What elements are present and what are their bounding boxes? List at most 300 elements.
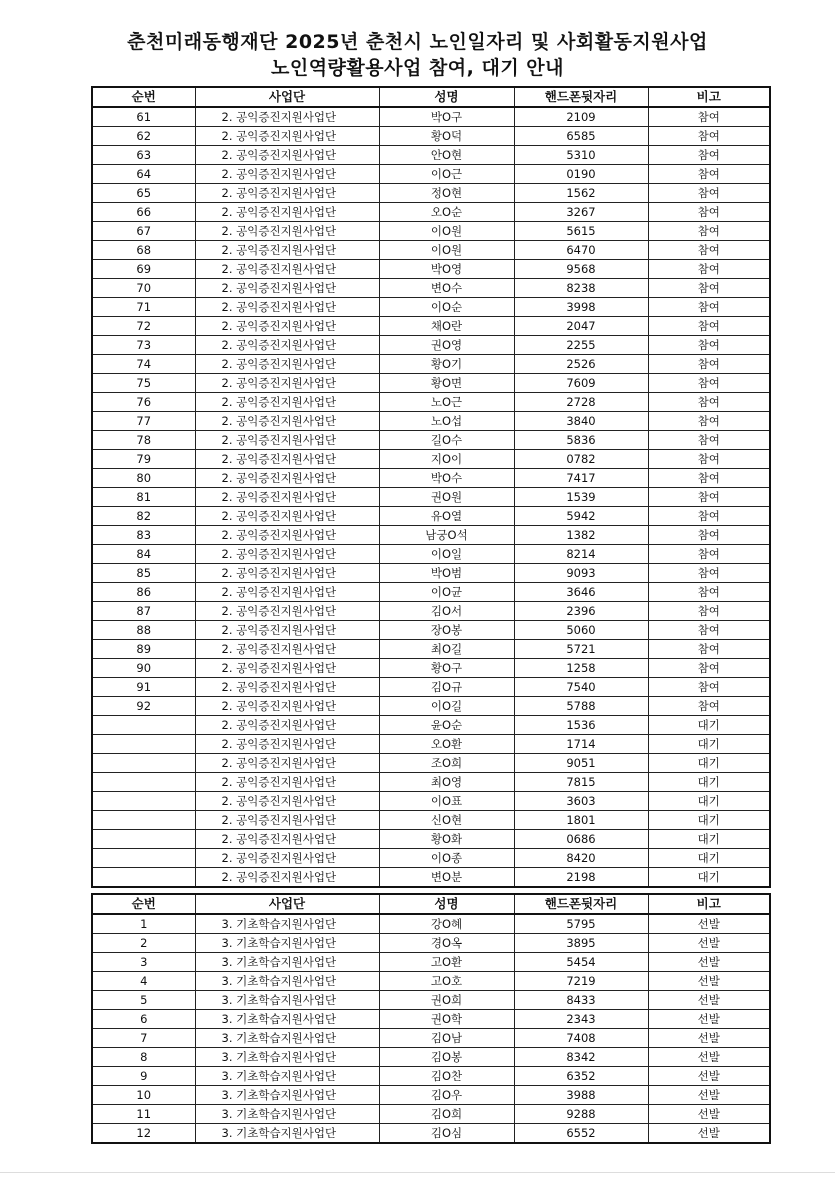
cell-business: 2. 공익증진지원사업단 xyxy=(195,602,379,621)
cell-business: 2. 공익증진지원사업단 xyxy=(195,564,379,583)
cell-name: 권O원 xyxy=(379,488,514,507)
cell-number xyxy=(92,830,195,849)
cell-business: 2. 공익증진지원사업단 xyxy=(195,317,379,336)
cell-note: 참여 xyxy=(648,317,770,336)
cell-number: 74 xyxy=(92,355,195,374)
cell-note: 참여 xyxy=(648,431,770,450)
table-row xyxy=(92,507,770,526)
cell-business: 2. 공익증진지원사업단 xyxy=(195,222,379,241)
cell-note: 선발 xyxy=(648,972,770,991)
table-row xyxy=(92,127,770,146)
cell-business: 2. 공익증진지원사업단 xyxy=(195,526,379,545)
cell-business: 2. 공익증진지원사업단 xyxy=(195,868,379,888)
cell-note: 선발 xyxy=(648,1105,770,1124)
cell-business: 2. 공익증진지원사업단 xyxy=(195,336,379,355)
cell-phone-last-digits: 0190 xyxy=(514,165,648,184)
cell-phone-last-digits: 5310 xyxy=(514,146,648,165)
cell-phone-last-digits: 5454 xyxy=(514,953,648,972)
cell-business: 2. 공익증진지원사업단 xyxy=(195,716,379,735)
cell-phone-last-digits: 2396 xyxy=(514,602,648,621)
cell-phone-last-digits: 6552 xyxy=(514,1124,648,1144)
cell-business: 2. 공익증진지원사업단 xyxy=(195,830,379,849)
cell-number: 66 xyxy=(92,203,195,222)
cell-phone-last-digits: 9093 xyxy=(514,564,648,583)
header-name: 성명 xyxy=(379,894,514,914)
cell-business: 3. 기초학습지원사업단 xyxy=(195,934,379,953)
cell-phone-last-digits: 3988 xyxy=(514,1086,648,1105)
cell-business: 2. 공익증진지원사업단 xyxy=(195,450,379,469)
table-row xyxy=(92,374,770,393)
table-row xyxy=(92,355,770,374)
cell-note: 참여 xyxy=(648,184,770,203)
cell-note: 참여 xyxy=(648,393,770,412)
cell-note: 참여 xyxy=(648,659,770,678)
cell-note: 참여 xyxy=(648,374,770,393)
cell-business: 2. 공익증진지원사업단 xyxy=(195,488,379,507)
cell-note: 선발 xyxy=(648,953,770,972)
table-row xyxy=(92,583,770,602)
cell-phone-last-digits: 3646 xyxy=(514,583,648,602)
table-row xyxy=(92,953,770,972)
cell-phone-last-digits: 9051 xyxy=(514,754,648,773)
cell-phone-last-digits: 8420 xyxy=(514,849,648,868)
cell-number xyxy=(92,792,195,811)
table-row xyxy=(92,564,770,583)
cell-number xyxy=(92,811,195,830)
cell-note: 참여 xyxy=(648,260,770,279)
cell-name: 고O호 xyxy=(379,972,514,991)
cell-business: 2. 공익증진지원사업단 xyxy=(195,146,379,165)
table-row xyxy=(92,849,770,868)
cell-number: 92 xyxy=(92,697,195,716)
cell-number xyxy=(92,716,195,735)
cell-number: 70 xyxy=(92,279,195,298)
cell-name: 박O구 xyxy=(379,107,514,127)
cell-name: 길O수 xyxy=(379,431,514,450)
table-row xyxy=(92,203,770,222)
cell-note: 참여 xyxy=(648,507,770,526)
cell-name: 변O수 xyxy=(379,279,514,298)
cell-number: 91 xyxy=(92,678,195,697)
cell-phone-last-digits: 3603 xyxy=(514,792,648,811)
cell-number: 65 xyxy=(92,184,195,203)
cell-name: 채O란 xyxy=(379,317,514,336)
cell-phone-last-digits: 5060 xyxy=(514,621,648,640)
cell-name: 유O열 xyxy=(379,507,514,526)
cell-phone-last-digits: 8214 xyxy=(514,545,648,564)
cell-number xyxy=(92,849,195,868)
page-bottom-rule xyxy=(0,1172,835,1173)
cell-number: 90 xyxy=(92,659,195,678)
cell-business: 3. 기초학습지원사업단 xyxy=(195,1010,379,1029)
cell-number: 72 xyxy=(92,317,195,336)
cell-name: 정O현 xyxy=(379,184,514,203)
table-header-row xyxy=(92,894,770,914)
cell-name: 박O수 xyxy=(379,469,514,488)
cell-name: 이O표 xyxy=(379,792,514,811)
table-row xyxy=(92,165,770,184)
cell-business: 2. 공익증진지원사업단 xyxy=(195,241,379,260)
cell-note: 참여 xyxy=(648,146,770,165)
cell-name: 박O영 xyxy=(379,260,514,279)
cell-note: 참여 xyxy=(648,107,770,127)
cell-number: 87 xyxy=(92,602,195,621)
cell-phone-last-digits: 2343 xyxy=(514,1010,648,1029)
cell-name: 강O혜 xyxy=(379,914,514,934)
cell-phone-last-digits: 0782 xyxy=(514,450,648,469)
cell-name: 김O규 xyxy=(379,678,514,697)
cell-name: 이O균 xyxy=(379,583,514,602)
cell-business: 2. 공익증진지원사업단 xyxy=(195,678,379,697)
cell-note: 참여 xyxy=(648,621,770,640)
cell-business: 2. 공익증진지원사업단 xyxy=(195,165,379,184)
cell-phone-last-digits: 5788 xyxy=(514,697,648,716)
cell-note: 대기 xyxy=(648,830,770,849)
header-business: 사업단 xyxy=(195,87,379,107)
cell-number: 81 xyxy=(92,488,195,507)
table-row xyxy=(92,241,770,260)
cell-number: 2 xyxy=(92,934,195,953)
cell-business: 2. 공익증진지원사업단 xyxy=(195,393,379,412)
cell-business: 2. 공익증진지원사업단 xyxy=(195,507,379,526)
cell-number: 10 xyxy=(92,1086,195,1105)
cell-phone-last-digits: 7408 xyxy=(514,1029,648,1048)
cell-phone-last-digits: 1714 xyxy=(514,735,648,754)
cell-note: 대기 xyxy=(648,754,770,773)
cell-name: 이O근 xyxy=(379,165,514,184)
cell-name: 이O순 xyxy=(379,298,514,317)
cell-phone-last-digits: 1539 xyxy=(514,488,648,507)
cell-number xyxy=(92,868,195,888)
cell-number: 82 xyxy=(92,507,195,526)
cell-phone-last-digits: 2526 xyxy=(514,355,648,374)
cell-name: 노O근 xyxy=(379,393,514,412)
table-row xyxy=(92,678,770,697)
participants-table-3 xyxy=(91,893,771,1144)
cell-business: 2. 공익증진지원사업단 xyxy=(195,697,379,716)
cell-name: 권O학 xyxy=(379,1010,514,1029)
table-row xyxy=(92,146,770,165)
cell-phone-last-digits: 6470 xyxy=(514,241,648,260)
cell-note: 참여 xyxy=(648,564,770,583)
cell-business: 3. 기초학습지원사업단 xyxy=(195,991,379,1010)
cell-phone-last-digits: 3895 xyxy=(514,934,648,953)
cell-business: 2. 공익증진지원사업단 xyxy=(195,545,379,564)
cell-business: 2. 공익증진지원사업단 xyxy=(195,355,379,374)
table-row xyxy=(92,412,770,431)
cell-name: 김O희 xyxy=(379,1105,514,1124)
cell-phone-last-digits: 6585 xyxy=(514,127,648,146)
table-row xyxy=(92,754,770,773)
cell-name: 김O찬 xyxy=(379,1067,514,1086)
table-row xyxy=(92,317,770,336)
cell-number: 89 xyxy=(92,640,195,659)
cell-business: 2. 공익증진지원사업단 xyxy=(195,735,379,754)
cell-business: 2. 공익증진지원사업단 xyxy=(195,260,379,279)
table-row xyxy=(92,279,770,298)
cell-number: 3 xyxy=(92,953,195,972)
header-phone-last-digits: 핸드폰뒷자리 xyxy=(514,894,648,914)
cell-number: 86 xyxy=(92,583,195,602)
cell-note: 선발 xyxy=(648,1010,770,1029)
cell-business: 2. 공익증진지원사업단 xyxy=(195,431,379,450)
cell-number: 4 xyxy=(92,972,195,991)
cell-business: 2. 공익증진지원사업단 xyxy=(195,203,379,222)
cell-name: 황O기 xyxy=(379,355,514,374)
cell-number: 80 xyxy=(92,469,195,488)
cell-number: 67 xyxy=(92,222,195,241)
cell-phone-last-digits: 2109 xyxy=(514,107,648,127)
cell-number: 8 xyxy=(92,1048,195,1067)
table-row xyxy=(92,469,770,488)
cell-phone-last-digits: 0686 xyxy=(514,830,648,849)
cell-business: 2. 공익증진지원사업단 xyxy=(195,469,379,488)
cell-number: 79 xyxy=(92,450,195,469)
table-row xyxy=(92,640,770,659)
cell-name: 남궁O석 xyxy=(379,526,514,545)
cell-note: 참여 xyxy=(648,488,770,507)
cell-phone-last-digits: 1801 xyxy=(514,811,648,830)
cell-number: 6 xyxy=(92,1010,195,1029)
cell-name: 경O옥 xyxy=(379,934,514,953)
cell-note: 선발 xyxy=(648,991,770,1010)
cell-note: 참여 xyxy=(648,678,770,697)
cell-name: 고O환 xyxy=(379,953,514,972)
cell-business: 3. 기초학습지원사업단 xyxy=(195,1048,379,1067)
table-row xyxy=(92,222,770,241)
cell-note: 대기 xyxy=(648,716,770,735)
cell-note: 선발 xyxy=(648,1067,770,1086)
table-row xyxy=(92,107,770,127)
table-row xyxy=(92,1067,770,1086)
cell-note: 참여 xyxy=(648,469,770,488)
cell-note: 대기 xyxy=(648,735,770,754)
cell-phone-last-digits: 8342 xyxy=(514,1048,648,1067)
cell-name: 변O분 xyxy=(379,868,514,888)
cell-note: 참여 xyxy=(648,279,770,298)
cell-business: 2. 공익증진지원사업단 xyxy=(195,127,379,146)
cell-business: 2. 공익증진지원사업단 xyxy=(195,621,379,640)
cell-number xyxy=(92,735,195,754)
table-row xyxy=(92,1029,770,1048)
table-row xyxy=(92,914,770,934)
cell-number: 7 xyxy=(92,1029,195,1048)
cell-business: 2. 공익증진지원사업단 xyxy=(195,412,379,431)
cell-name: 이O일 xyxy=(379,545,514,564)
table-row xyxy=(92,526,770,545)
cell-number: 11 xyxy=(92,1105,195,1124)
cell-note: 참여 xyxy=(648,336,770,355)
cell-phone-last-digits: 8433 xyxy=(514,991,648,1010)
cell-name: 이O원 xyxy=(379,222,514,241)
cell-business: 3. 기초학습지원사업단 xyxy=(195,1067,379,1086)
table-row xyxy=(92,1048,770,1067)
cell-name: 김O우 xyxy=(379,1086,514,1105)
cell-note: 선발 xyxy=(648,1124,770,1144)
table-row xyxy=(92,450,770,469)
table-row xyxy=(92,735,770,754)
cell-phone-last-digits: 9568 xyxy=(514,260,648,279)
cell-number: 75 xyxy=(92,374,195,393)
cell-note: 대기 xyxy=(648,868,770,888)
cell-phone-last-digits: 7540 xyxy=(514,678,648,697)
table-row xyxy=(92,830,770,849)
cell-name: 황O화 xyxy=(379,830,514,849)
cell-note: 참여 xyxy=(648,355,770,374)
cell-number: 63 xyxy=(92,146,195,165)
cell-phone-last-digits: 1258 xyxy=(514,659,648,678)
cell-business: 2. 공익증진지원사업단 xyxy=(195,754,379,773)
table-row xyxy=(92,716,770,735)
cell-number: 77 xyxy=(92,412,195,431)
cell-note: 참여 xyxy=(648,640,770,659)
table-row xyxy=(92,621,770,640)
cell-number: 76 xyxy=(92,393,195,412)
table-row xyxy=(92,393,770,412)
cell-name: 황O면 xyxy=(379,374,514,393)
cell-business: 2. 공익증진지원사업단 xyxy=(195,773,379,792)
cell-number: 84 xyxy=(92,545,195,564)
cell-business: 2. 공익증진지원사업단 xyxy=(195,659,379,678)
header-note: 비고 xyxy=(648,87,770,107)
header-phone-last-digits: 핸드폰뒷자리 xyxy=(514,87,648,107)
table-row xyxy=(92,336,770,355)
cell-name: 장O봉 xyxy=(379,621,514,640)
cell-note: 선발 xyxy=(648,1029,770,1048)
cell-name: 오O환 xyxy=(379,735,514,754)
cell-name: 황O구 xyxy=(379,659,514,678)
cell-name: 박O범 xyxy=(379,564,514,583)
cell-phone-last-digits: 7815 xyxy=(514,773,648,792)
table-row xyxy=(92,697,770,716)
cell-number: 83 xyxy=(92,526,195,545)
cell-note: 참여 xyxy=(648,545,770,564)
cell-number xyxy=(92,773,195,792)
cell-business: 2. 공익증진지원사업단 xyxy=(195,107,379,127)
cell-number: 62 xyxy=(92,127,195,146)
cell-business: 3. 기초학습지원사업단 xyxy=(195,1124,379,1144)
cell-name: 이O원 xyxy=(379,241,514,260)
table-row xyxy=(92,488,770,507)
table-row xyxy=(92,1086,770,1105)
cell-business: 2. 공익증진지원사업단 xyxy=(195,279,379,298)
cell-note: 참여 xyxy=(648,602,770,621)
cell-number: 64 xyxy=(92,165,195,184)
cell-number: 68 xyxy=(92,241,195,260)
cell-name: 오O순 xyxy=(379,203,514,222)
cell-business: 2. 공익증진지원사업단 xyxy=(195,811,379,830)
cell-phone-last-digits: 7219 xyxy=(514,972,648,991)
cell-note: 대기 xyxy=(648,811,770,830)
table-row xyxy=(92,991,770,1010)
table-row xyxy=(92,773,770,792)
cell-name: 김O남 xyxy=(379,1029,514,1048)
cell-note: 참여 xyxy=(648,241,770,260)
cell-phone-last-digits: 2728 xyxy=(514,393,648,412)
cell-note: 선발 xyxy=(648,1048,770,1067)
cell-phone-last-digits: 5942 xyxy=(514,507,648,526)
cell-note: 참여 xyxy=(648,298,770,317)
table-row xyxy=(92,260,770,279)
cell-name: 권O희 xyxy=(379,991,514,1010)
cell-number xyxy=(92,754,195,773)
cell-business: 2. 공익증진지원사업단 xyxy=(195,792,379,811)
cell-number: 73 xyxy=(92,336,195,355)
cell-note: 참여 xyxy=(648,127,770,146)
cell-phone-last-digits: 5721 xyxy=(514,640,648,659)
cell-name: 권O영 xyxy=(379,336,514,355)
cell-note: 대기 xyxy=(648,792,770,811)
cell-name: 노O섭 xyxy=(379,412,514,431)
table-row xyxy=(92,602,770,621)
header-number: 순번 xyxy=(92,87,195,107)
cell-number: 12 xyxy=(92,1124,195,1144)
cell-phone-last-digits: 1536 xyxy=(514,716,648,735)
table-row xyxy=(92,1124,770,1144)
cell-business: 3. 기초학습지원사업단 xyxy=(195,1086,379,1105)
table-row xyxy=(92,972,770,991)
cell-phone-last-digits: 5795 xyxy=(514,914,648,934)
cell-note: 참여 xyxy=(648,222,770,241)
cell-note: 참여 xyxy=(648,165,770,184)
cell-business: 3. 기초학습지원사업단 xyxy=(195,914,379,934)
cell-business: 2. 공익증진지원사업단 xyxy=(195,583,379,602)
table-row xyxy=(92,1010,770,1029)
header-name: 성명 xyxy=(379,87,514,107)
cell-name: 지O이 xyxy=(379,450,514,469)
cell-business: 3. 기초학습지원사업단 xyxy=(195,972,379,991)
cell-phone-last-digits: 5836 xyxy=(514,431,648,450)
cell-phone-last-digits: 7609 xyxy=(514,374,648,393)
table-row xyxy=(92,868,770,888)
cell-number: 61 xyxy=(92,107,195,127)
cell-phone-last-digits: 3998 xyxy=(514,298,648,317)
cell-name: 조O희 xyxy=(379,754,514,773)
cell-number: 85 xyxy=(92,564,195,583)
cell-phone-last-digits: 8238 xyxy=(514,279,648,298)
cell-name: 김O봉 xyxy=(379,1048,514,1067)
cell-phone-last-digits: 1382 xyxy=(514,526,648,545)
cell-phone-last-digits: 9288 xyxy=(514,1105,648,1124)
cell-business: 3. 기초학습지원사업단 xyxy=(195,1105,379,1124)
cell-note: 참여 xyxy=(648,412,770,431)
cell-name: 이O길 xyxy=(379,697,514,716)
table-row xyxy=(92,298,770,317)
cell-note: 대기 xyxy=(648,849,770,868)
cell-business: 3. 기초학습지원사업단 xyxy=(195,953,379,972)
cell-note: 선발 xyxy=(648,934,770,953)
cell-business: 2. 공익증진지원사업단 xyxy=(195,374,379,393)
cell-phone-last-digits: 7417 xyxy=(514,469,648,488)
cell-name: 최O영 xyxy=(379,773,514,792)
cell-number: 78 xyxy=(92,431,195,450)
header-number: 순번 xyxy=(92,894,195,914)
table-header-row xyxy=(92,87,770,107)
table-row xyxy=(92,659,770,678)
cell-note: 선발 xyxy=(648,1086,770,1105)
cell-name: 이O종 xyxy=(379,849,514,868)
cell-phone-last-digits: 1562 xyxy=(514,184,648,203)
cell-number: 71 xyxy=(92,298,195,317)
table-row xyxy=(92,545,770,564)
cell-phone-last-digits: 6352 xyxy=(514,1067,648,1086)
table-row xyxy=(92,934,770,953)
cell-phone-last-digits: 3267 xyxy=(514,203,648,222)
cell-number: 88 xyxy=(92,621,195,640)
cell-number: 5 xyxy=(92,991,195,1010)
header-note: 비고 xyxy=(648,894,770,914)
header-business: 사업단 xyxy=(195,894,379,914)
